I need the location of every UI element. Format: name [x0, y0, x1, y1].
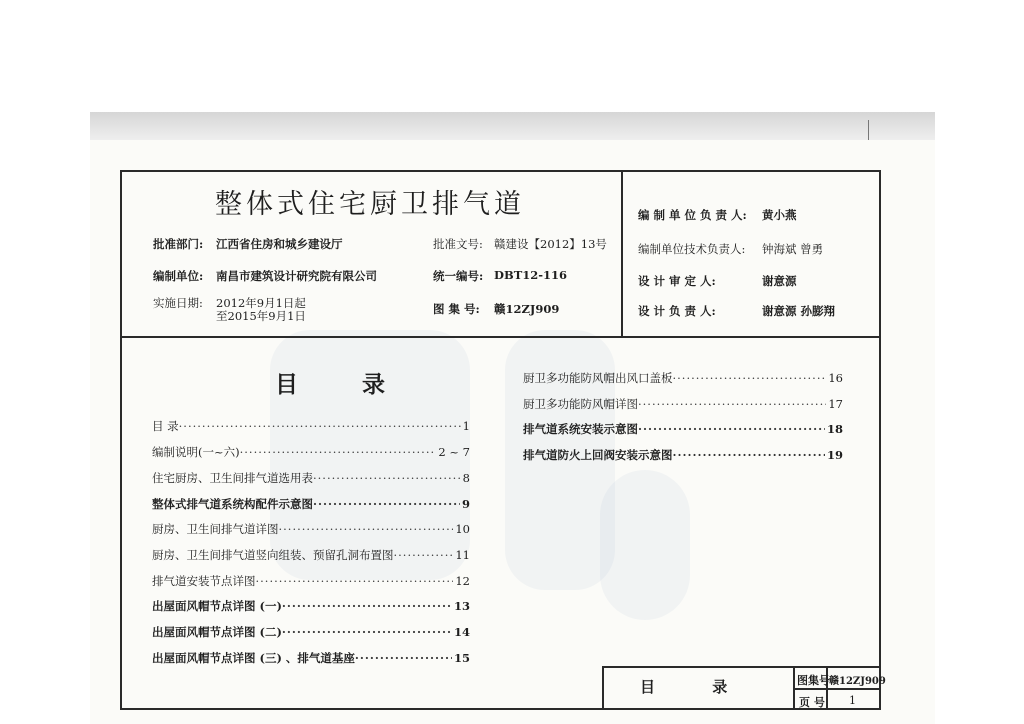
- toc-entry-title: 厨卫多功能防风帽出风口盖板: [523, 371, 673, 385]
- toc-entry[interactable]: [523, 447, 843, 463]
- compile-unit-label: 编制单位:: [153, 269, 204, 283]
- toc-entry-page: 14: [453, 625, 470, 639]
- approval-dept-value: 江西省住房和城乡建设厅: [216, 237, 343, 251]
- staff-name: 谢意源 孙膨翔: [762, 304, 836, 318]
- toc-leader: [240, 445, 437, 459]
- toc-entry-title: 编制说明(一~六): [152, 445, 240, 459]
- title-block-atlas-value: 赣12ZJ909: [829, 676, 886, 687]
- title-block-label: 目 录: [640, 678, 754, 696]
- toc-entry-page: 17: [828, 397, 843, 411]
- staff-role: 编 制 单 位 负 责 人:: [638, 208, 747, 222]
- approval-doc-value: 赣建设【2012】13号: [494, 237, 607, 251]
- toc-leader: [256, 574, 454, 588]
- document-title: 整体式住宅厨卫排气道: [215, 189, 525, 220]
- staff-name: 钟海斌 曾勇: [762, 242, 824, 256]
- toc-entry-title: 出屋面风帽节点详图 (一): [152, 599, 282, 613]
- toc-entry[interactable]: [523, 421, 843, 437]
- staff-name: 黄小燕: [762, 208, 797, 222]
- atlas-no-value: 赣12ZJ909: [494, 302, 560, 316]
- staff-name: 谢意源: [762, 274, 797, 288]
- toc-heading: 目 录: [275, 371, 414, 398]
- toc-entry[interactable]: [523, 370, 843, 386]
- toc-entry-page: 12: [455, 574, 470, 588]
- impl-date-from: 2012年9月1日起: [216, 296, 306, 310]
- toc-entry[interactable]: [152, 547, 470, 563]
- staff-role: 编制单位技术负责人:: [638, 242, 746, 256]
- toc-leader: [673, 448, 825, 462]
- toc-entry-page: 11: [455, 548, 470, 562]
- toc-entry-page: 18: [826, 422, 843, 436]
- toc-entry[interactable]: [152, 521, 470, 537]
- approval-dept-label: 批准部门:: [153, 237, 204, 251]
- toc-entry-title: 排气道系统安装示意图: [523, 422, 638, 436]
- title-block-left-border: [602, 666, 604, 710]
- impl-date-to: 至2015年9月1日: [216, 309, 306, 323]
- title-block-top-border: [602, 666, 881, 668]
- approval-doc-label: 批准文号:: [433, 237, 483, 251]
- compile-unit-value: 南昌市建筑设计研究院有限公司: [216, 269, 377, 283]
- atlas-no-label: 图 集 号:: [433, 302, 480, 316]
- toc-entry[interactable]: [152, 598, 470, 614]
- header-column-divider: [621, 170, 623, 337]
- toc-entry[interactable]: [523, 396, 843, 412]
- unified-no-label: 统一编号:: [433, 269, 484, 283]
- title-block-row-divider: [793, 688, 881, 690]
- toc-entry[interactable]: [152, 418, 470, 434]
- toc-leader: [355, 651, 452, 665]
- toc-entry-title: 住宅厨房、卫生间排气道选用表: [152, 471, 313, 485]
- toc-entry[interactable]: [152, 650, 470, 666]
- toc-entry-title: 排气道防火上回阀安装示意图: [523, 448, 673, 462]
- toc-entry-title: 目 录: [152, 419, 179, 433]
- toc-entry-page: 1: [462, 419, 470, 433]
- title-block-page-label: 页 号: [799, 696, 825, 709]
- toc-entry[interactable]: [152, 624, 470, 640]
- toc-leader: [282, 599, 452, 613]
- toc-entry-title: 整体式排气道系统构配件示意图: [152, 497, 313, 511]
- toc-leader: [179, 419, 461, 433]
- toc-entry-title: 厨房、卫生间排气道详图: [152, 522, 279, 536]
- toc-entry-page: 15: [453, 651, 470, 665]
- toc-leader: [638, 397, 826, 411]
- toc-entry-title: 厨房、卫生间排气道竖向组装、预留孔洞布置图: [152, 548, 394, 562]
- toc-leader: [313, 471, 461, 485]
- toc-entry-page: 10: [455, 522, 470, 536]
- staff-role: 设 计 审 定 人:: [638, 274, 716, 288]
- toc-entry-page: 8: [462, 471, 470, 485]
- toc-leader: [638, 422, 825, 436]
- toc-leader: [394, 548, 454, 562]
- staff-role: 设 计 负 责 人:: [638, 304, 716, 318]
- toc-entry-page: 9: [461, 497, 470, 511]
- header-divider: [120, 336, 881, 338]
- toc-leader: [279, 522, 454, 536]
- title-block-page-value: 1: [849, 694, 856, 707]
- toc-entry-title: 出屋面风帽节点详图 (三) 、排气道基座: [152, 651, 355, 665]
- scan-shadow-band: [90, 112, 935, 142]
- toc-entry-page: 16: [828, 371, 843, 385]
- toc-entry-title: 出屋面风帽节点详图 (二): [152, 625, 282, 639]
- toc-entry[interactable]: [152, 470, 470, 486]
- unified-no-value: DBT12-116: [494, 268, 568, 282]
- toc-entry-title: 排气道安装节点详图: [152, 574, 256, 588]
- toc-leader: [313, 497, 460, 511]
- toc-entry[interactable]: [152, 573, 470, 589]
- toc-entry-title: 厨卫多功能防风帽详图: [523, 397, 638, 411]
- toc-leader: [673, 371, 827, 385]
- toc-entry[interactable]: [152, 496, 470, 512]
- toc-entry-page: 2 ~ 7: [438, 445, 470, 459]
- title-block-atlas-label: 图集号: [797, 674, 830, 687]
- toc-entry-page: 13: [453, 599, 470, 613]
- toc-entry-page: 19: [826, 448, 843, 462]
- toc-leader: [282, 625, 452, 639]
- impl-date-label: 实施日期:: [153, 296, 203, 310]
- toc-entry[interactable]: [152, 444, 470, 460]
